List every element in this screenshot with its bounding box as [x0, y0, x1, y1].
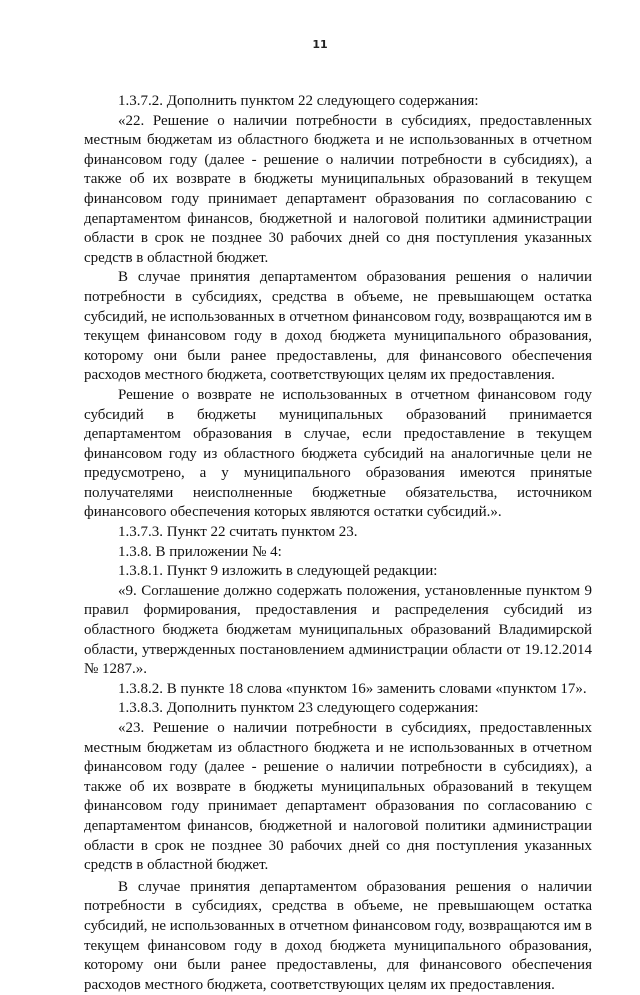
paragraph-item-23-refund-case: В случае принятия департаментом образования решения о наличии потребности в субсидиях, средства в объеме, не превышающем остатка субсидий, не использованных в отчетном финансовом году, возвращаются им в текущем финансовом году в доход бюджета муниципального образования, которому они были ранее предоставлены, для финансового обеспечения расходов местного бюджета, соответствующих целям их предоставления. — [84, 878, 592, 993]
page-number: 11 — [312, 38, 328, 51]
paragraph-item-22-decision: «22. Решение о наличии потребности в субсидиях, предоставленных местным бюджетам из областного бюджета и не использованных в отчетном финансовом году (далее - решение о наличии потребности в субсидиях), а также об их возврате в бюджеты муниципальных образований в текущем финансовом году принимает департамент образования по согласованию с департаментом финансов, бюджетной и налоговой политики администрации области в срок не позднее 30 рабочих дней со дня поступления указанных средств в областной бюджет. — [84, 112, 592, 266]
paragraph-item-9-agreement: «9. Соглашение должно содержать положения, установленные пунктом 9 правил формирования, предоставления и распределения субсидий из областного бюджета бюджетам муниципальных образований Владимирской области, утвержденных постановлением администрации области от 19.12.2014 № 1287.». — [84, 582, 592, 678]
paragraph-1-3-8-2: 1.3.8.2. В пункте 18 слова «пунктом 16» заменить словами «пунктом 17». — [118, 680, 587, 697]
paragraph-1-3-8: 1.3.8. В приложении № 4: — [118, 543, 282, 560]
paragraph-item-23-decision: «23. Решение о наличии потребности в субсидиях, предоставленных местным бюджетам из областного бюджета и не использованных в отчетном финансовом году (далее - решение о наличии потребности в субсидиях), а также об их возврате в бюджеты муниципальных образований в текущем финансовом году принимает департамент образования по согласованию с департаментом финансов, бюджетной и налоговой политики администрации области в срок не позднее 30 рабочих дней со дня поступления указанных средств в областной бюджет. — [84, 720, 592, 874]
paragraph-1-3-8-1: 1.3.8.1. Пункт 9 изложить в следующей редакции: — [118, 563, 438, 580]
paragraph-1-3-7-2: 1.3.7.2. Дополнить пунктом 22 следующего содержания: — [118, 93, 479, 109]
paragraph-1-3-7-3: 1.3.7.3. Пункт 22 считать пунктом 23. — [118, 524, 358, 541]
paragraph-item-22-refund-case: В случае принятия департаментом образования решения о наличии потребности в субсидиях, средства в объеме, не превышающем остатка субсидий, не использованных в отчетном финансовом году, возвращаются им в текущем финансовом году в доход бюджета муниципального образования, которому они были ранее предоставлены, для финансового обеспечения расходов местного бюджета, соответствующих целям их предоставления. — [84, 269, 592, 384]
document-body — [84, 92, 592, 995]
paragraph-1-3-8-3: 1.3.8.3. Дополнить пунктом 23 следующего содержания: — [118, 700, 479, 717]
paragraph-item-22-return-decision: Решение о возврате не использованных в отчетном финансовом году субсидий в бюджеты муниципальных образований принимается департаментом образования в случае, если предоставление в текущем финансовом году из областного бюджета субсидий на аналогичные цели не предусмотрено, а у муниципального образования имеются принятые получателями неисполненные бюджетные обязательства, источником финансового обеспечения которых являются остатки субсидий.». — [84, 386, 592, 521]
